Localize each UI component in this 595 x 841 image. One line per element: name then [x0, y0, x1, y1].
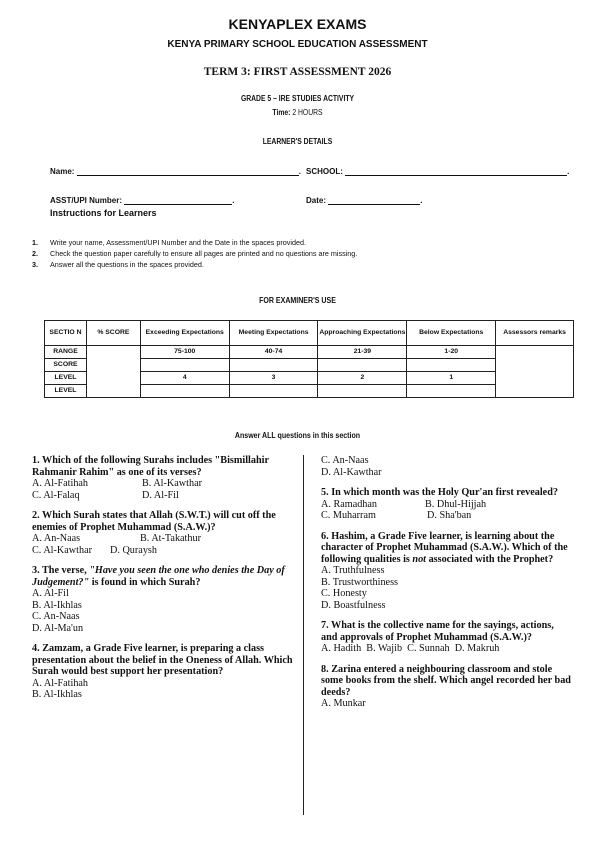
option[interactable]: C. Al-Kawthar: [32, 544, 92, 556]
option[interactable]: C. An-Naas: [32, 611, 80, 622]
asst-upi-label: ASST/UPI Number:: [50, 196, 123, 205]
examiner-use-heading: FOR EXAMINER'S USE: [259, 296, 336, 305]
option[interactable]: B. Dhul-Hijjah: [425, 498, 487, 510]
option[interactable]: B. Al-Ikhlas: [32, 599, 82, 611]
score-entry[interactable]: [407, 359, 496, 372]
header-remarks: Assessors remarks: [496, 321, 574, 346]
range-cell: 1-20: [407, 346, 496, 359]
question-stem: 8. Zarina entered a neighbouring classroom and stole some books from the shelf. Which angel recorded her bad deeds?: [321, 663, 571, 698]
time-value: 2 HOURS: [290, 108, 323, 117]
header-section: SECTIO N: [45, 321, 87, 346]
table-row: [45, 346, 574, 359]
instruction-item: 2. Check the question paper carefully to ensure all pages are printed and no questions are missing.: [32, 249, 358, 258]
name-label: Name:: [50, 167, 75, 176]
score-entry[interactable]: [229, 359, 318, 372]
option[interactable]: A. Ramadhan: [321, 498, 378, 510]
row-label: LEVEL: [45, 372, 87, 385]
instruction-item: 1. Write your name, Assessment/UPI Number and the Date in the spaces provided.: [32, 238, 306, 247]
range-cell: 21-39: [318, 346, 407, 359]
instructions-heading: Instructions for Learners: [50, 208, 157, 218]
date-label: Date:: [306, 196, 327, 205]
school-field[interactable]: SCHOOL: .: [306, 167, 570, 176]
table-header-row: [45, 321, 574, 346]
question-stem: 1. Which of the following Surahs includes "Bismillahir Rahmanir Rahim" as one of its verses?: [32, 455, 269, 478]
asst-upi-field[interactable]: ASST/UPI Number: .: [50, 196, 235, 205]
school-line[interactable]: [345, 166, 567, 176]
option[interactable]: A. Munkar: [321, 698, 366, 709]
question-stem: 5. In which month was the Holy Qur'an first revealed?: [321, 487, 558, 498]
question-4-continued: [321, 455, 571, 478]
option[interactable]: A. Al-Fil: [32, 588, 69, 599]
option[interactable]: B. Al-Kawthar: [142, 478, 202, 489]
time-label: Time:: [272, 108, 291, 117]
option[interactable]: C. Al-Falaq: [32, 489, 80, 501]
level-entry[interactable]: [407, 385, 496, 398]
option-row[interactable]: A. Hadith B. Wajib C. Sunnah D. Makruh: [321, 643, 500, 654]
option[interactable]: C. Muharram: [321, 510, 376, 521]
question-4: [32, 643, 304, 701]
question-6: [321, 531, 571, 612]
question-8: [321, 664, 571, 710]
instructions-list: [32, 237, 357, 270]
range-cell: 40-74: [229, 346, 318, 359]
score-cell[interactable]: [86, 346, 140, 398]
learner-details-heading: LEARNER'S DETAILS: [262, 137, 333, 146]
option[interactable]: A. An-Naas: [32, 533, 81, 544]
question-7: [321, 620, 571, 655]
row-label: RANGE: [45, 346, 87, 359]
date-line[interactable]: [328, 195, 420, 205]
question-1: [32, 455, 304, 501]
header-score: % SCORE: [86, 321, 140, 346]
level-cell: 4: [140, 372, 229, 385]
option[interactable]: B. At-Takathur: [140, 533, 201, 544]
remarks-cell[interactable]: [496, 346, 574, 398]
asst-upi-line[interactable]: [124, 195, 232, 205]
exam-provider-title: KENYAPLEX EXAMS: [228, 16, 367, 32]
question-stem: 4. Zamzam, a Grade Five learner, is preparing a class presentation about the belief in the Oneness of Allah. Which Surah would best support her presentation?: [32, 643, 293, 677]
option[interactable]: A. Al-Fatihah: [32, 478, 89, 489]
question-2: [32, 510, 304, 556]
level-entry[interactable]: [140, 385, 229, 398]
instruction-item: 3. Answer all the questions in the spaces provided.: [32, 260, 204, 269]
level-entry[interactable]: [318, 385, 407, 398]
term-title: TERM 3: FIRST ASSESSMENT 2026: [203, 66, 392, 78]
row-label: LEVEL: [45, 385, 87, 398]
question-5: [321, 487, 571, 522]
examiner-table: [44, 320, 574, 398]
level-cell: 3: [229, 372, 318, 385]
option[interactable]: C. Honesty: [321, 588, 367, 599]
questions-right-column: [321, 455, 571, 719]
header-approaching: Approaching Expectations: [318, 321, 407, 346]
section-heading: Answer ALL questions in this section: [234, 431, 361, 440]
row-label: SCORE: [45, 359, 87, 372]
level-entry[interactable]: [229, 385, 318, 398]
assessment-subtitle: KENYA PRIMARY SCHOOL EDUCATION ASSESSMENT: [167, 39, 428, 50]
header-below: Below Expectations: [407, 321, 496, 346]
score-entry[interactable]: [140, 359, 229, 372]
option[interactable]: D. Quraysh: [110, 544, 157, 556]
header-meeting: Meeting Expectations: [229, 321, 318, 346]
option[interactable]: B. Trustworthiness: [321, 576, 398, 588]
name-field[interactable]: Name: .: [50, 167, 301, 176]
option[interactable]: A. Al-Fatihah: [32, 677, 89, 689]
header-exceeding: Exceeding Expectations: [140, 321, 229, 346]
name-line[interactable]: [77, 166, 299, 176]
question-stem: 3. The verse, "Have you seen the one who denies the Day of Judgement?" is found in which Surah?: [32, 565, 285, 588]
questions-left-column: [32, 455, 304, 710]
level-cell: 2: [318, 372, 407, 385]
option[interactable]: D. Sha'ban: [427, 510, 472, 521]
question-3: [32, 565, 304, 634]
school-label: SCHOOL:: [306, 167, 343, 176]
option[interactable]: C. An-Naas: [321, 455, 369, 466]
option[interactable]: A. Truthfulness: [321, 565, 385, 576]
grade-subject: GRADE 5 – IRE STUDIES ACTIVITY: [240, 94, 355, 103]
level-cell: 1: [407, 372, 496, 385]
option[interactable]: B. Al-Ikhlas: [32, 689, 82, 700]
option[interactable]: D. Al-Kawthar: [321, 466, 382, 478]
range-cell: 75-100: [140, 346, 229, 359]
question-stem: 6. Hashim, a Grade Five learner, is learning about the character of Prophet Muhammad (S.A.W.). Which of the following qualities is not associated with the Prophet?: [321, 530, 568, 565]
question-stem: 7. What is the collective name for the sayings, actions, and approvals of Prophet Muhammad (S.A.W.)?: [321, 620, 554, 643]
option[interactable]: D. Al-Ma'un: [32, 622, 84, 634]
score-entry[interactable]: [318, 359, 407, 372]
option[interactable]: D. Al-Fil: [142, 489, 179, 501]
option[interactable]: D. Boastfulness: [321, 599, 386, 611]
question-stem: 2. Which Surah states that Allah (S.W.T.) will cut off the enemies of Prophet Muhammad (S.A.W.)?: [32, 510, 276, 533]
time-line: [45, 108, 551, 117]
date-field[interactable]: Date: .: [306, 196, 423, 205]
